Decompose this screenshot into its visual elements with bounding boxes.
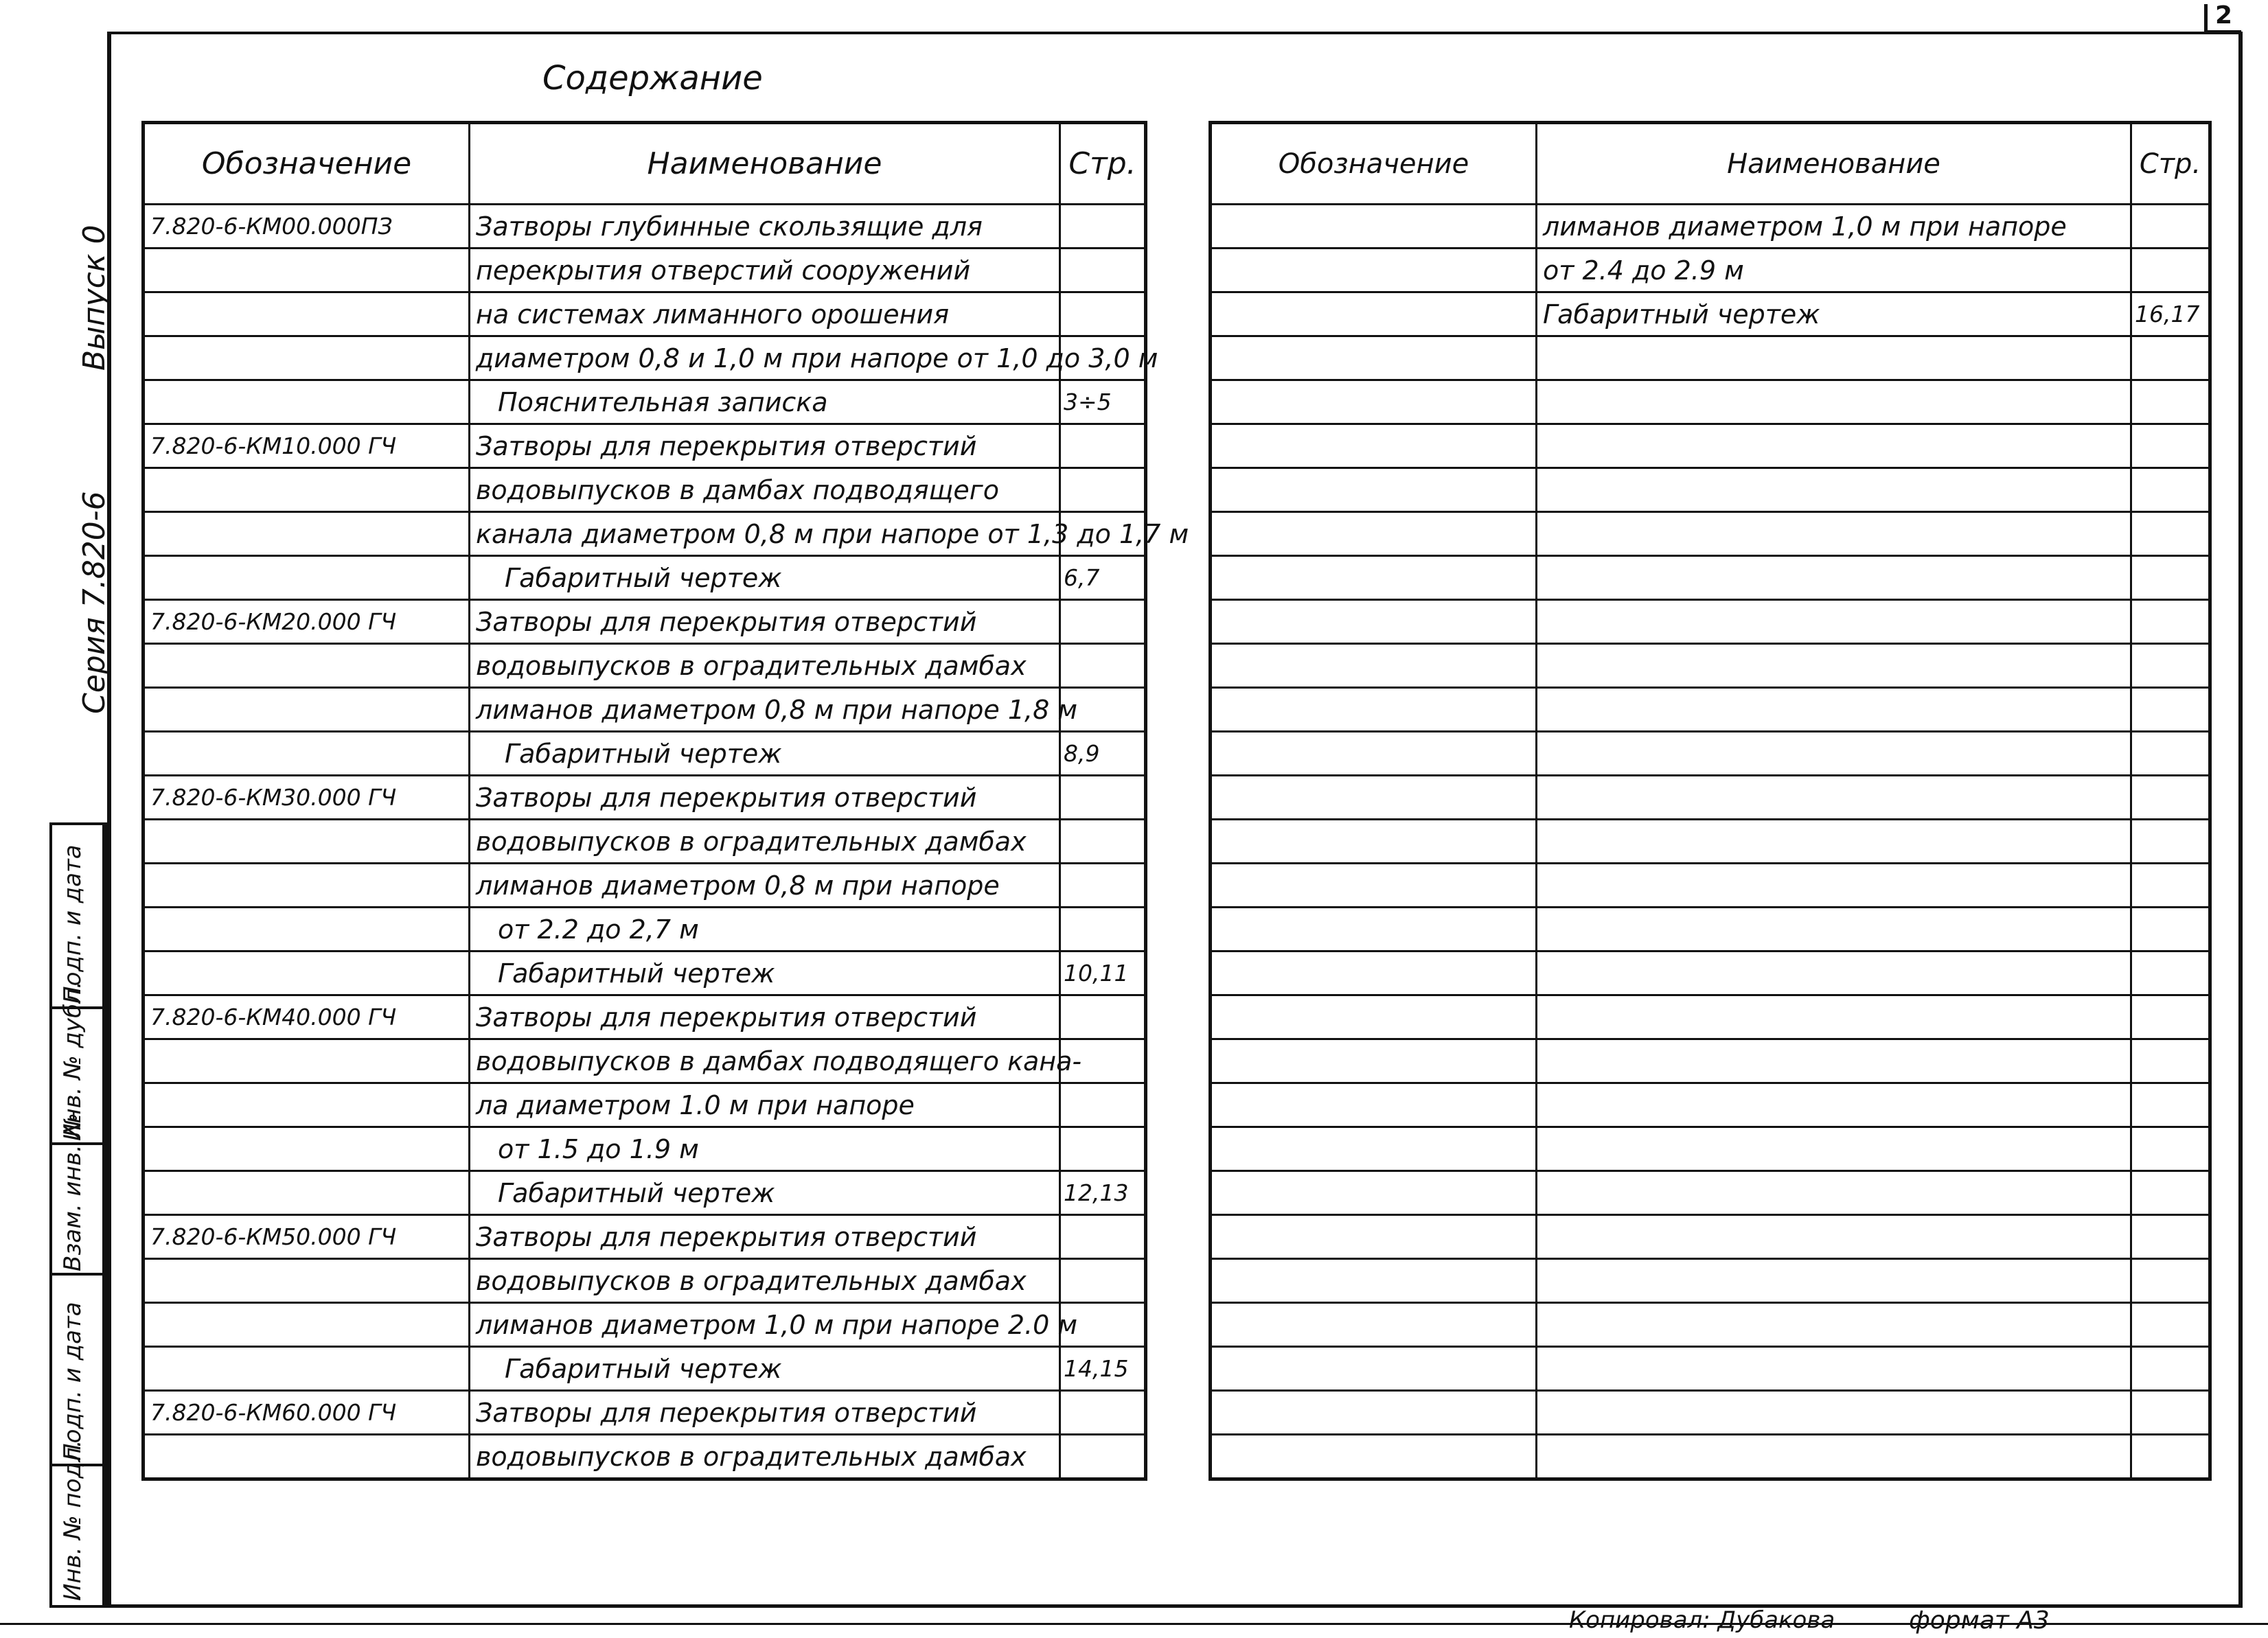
designation-cell (1211, 1391, 1537, 1435)
page-cell (2131, 1303, 2210, 1347)
page-cell (1060, 1083, 1146, 1127)
designation-cell (1211, 512, 1537, 556)
name-cell: Габаритный чертеж (470, 1347, 1060, 1391)
page-cell (2131, 1083, 2210, 1127)
page-cell (2131, 205, 2210, 249)
sheet-number: 2 (2215, 1, 2233, 30)
name-cell (1537, 1303, 2131, 1347)
table-row (1211, 688, 2210, 732)
designation-cell (144, 864, 470, 908)
stamp-cell-orig-inv (52, 1440, 104, 1605)
designation-cell (1211, 1039, 1537, 1083)
header-name: Наименование (470, 123, 1060, 205)
name-cell (1537, 512, 2131, 556)
page-cell: 6,7 (1060, 556, 1146, 600)
name-cell (1537, 424, 2131, 468)
designation-cell (1211, 776, 1537, 820)
designation-cell (144, 556, 470, 600)
table-row (1211, 1259, 2210, 1303)
page-cell: 3÷5 (1060, 380, 1146, 424)
table-row (144, 1347, 1146, 1391)
name-cell: от 2.2 до 2,7 м (470, 908, 1060, 951)
page-cell (2131, 1171, 2210, 1215)
name-cell: лиманов диаметром 0,8 м при напоре 1,8 м (470, 688, 1060, 732)
table-row (144, 951, 1146, 995)
table-row (144, 1127, 1146, 1171)
page-cell (1060, 600, 1146, 644)
designation-cell (144, 1435, 470, 1479)
table-row (1211, 1391, 2210, 1435)
page-cell (2131, 820, 2210, 864)
page-cell (2131, 249, 2210, 292)
designation-cell (144, 1083, 470, 1127)
page-cell (2131, 644, 2210, 688)
designation-cell (144, 688, 470, 732)
name-cell: водовыпусков в оградительных дамбах (470, 1435, 1060, 1479)
page-cell (1060, 249, 1146, 292)
issue-label: Выпуск 0 (77, 224, 112, 371)
header-name: Наименование (1537, 123, 2131, 205)
designation-cell (1211, 864, 1537, 908)
designation-cell (144, 1127, 470, 1171)
name-cell (1537, 1391, 2131, 1435)
designation-cell (144, 644, 470, 688)
page-cell (1060, 1435, 1146, 1479)
name-cell (1537, 600, 2131, 644)
table-row (1211, 1303, 2210, 1347)
designation-cell (1211, 600, 1537, 644)
contents-table-right (1209, 121, 2212, 1481)
name-cell: канала диаметром 0,8 м при напоре от 1,3 до 1,7 м (470, 512, 1060, 556)
name-cell: Затворы для перекрытия отверстий (470, 1215, 1060, 1259)
header-designation: Обозначение (144, 123, 470, 205)
page-cell (2131, 468, 2210, 512)
stamp-label: Взам. инв. № (59, 1113, 87, 1271)
table-row (144, 424, 1146, 468)
stamp-cell-sign-date-2 (52, 1276, 104, 1466)
designation-cell: 7.820-6-КМ10.000 ГЧ (144, 424, 470, 468)
page-cell (1060, 644, 1146, 688)
designation-cell (144, 380, 470, 424)
approval-stamp-column (49, 822, 107, 1608)
name-cell: Затворы для перекрытия отверстий (470, 424, 1060, 468)
page-cell (2131, 556, 2210, 600)
table-row (1211, 864, 2210, 908)
page-cell (2131, 1127, 2210, 1171)
table-row (144, 468, 1146, 512)
designation-cell (144, 820, 470, 864)
page-cell (1060, 424, 1146, 468)
page-cell (2131, 424, 2210, 468)
name-cell: Габаритный чертеж (470, 951, 1060, 995)
page-cell (2131, 336, 2210, 380)
header-page: Стр. (1060, 123, 1146, 205)
designation-cell (1211, 1435, 1537, 1479)
series-label: Серия 7.820-6 (77, 491, 112, 714)
table-row (1211, 512, 2210, 556)
name-cell: водовыпусков в дамбах подводящего (470, 468, 1060, 512)
table-row (1211, 1215, 2210, 1259)
designation-cell (144, 951, 470, 995)
page-cell (1060, 1391, 1146, 1435)
designation-cell: 7.820-6-КМ20.000 ГЧ (144, 600, 470, 644)
table-row (144, 600, 1146, 644)
name-cell: Затворы для перекрытия отверстий (470, 995, 1060, 1039)
table-row (1211, 556, 2210, 600)
name-cell (1537, 1215, 2131, 1259)
name-cell: водовыпусков в оградительных дамбах (470, 1259, 1060, 1303)
table-row (1211, 336, 2210, 380)
page-cell (2131, 1435, 2210, 1479)
page-cell (2131, 732, 2210, 776)
page-cell (1060, 776, 1146, 820)
table-row (144, 864, 1146, 908)
header-row (144, 123, 1146, 205)
designation-cell (1211, 1303, 1537, 1347)
table-row (1211, 644, 2210, 688)
table-row (144, 512, 1146, 556)
header-designation: Обозначение (1211, 123, 1537, 205)
page-cell (1060, 292, 1146, 336)
name-cell: от 2.4 до 2.9 м (1537, 249, 2131, 292)
table-row (1211, 820, 2210, 864)
page-cell (2131, 1259, 2210, 1303)
page-cell (2131, 1347, 2210, 1391)
name-cell (1537, 1127, 2131, 1171)
name-cell (1537, 380, 2131, 424)
designation-cell: 7.820-6-КМ60.000 ГЧ (144, 1391, 470, 1435)
page-cell (1060, 820, 1146, 864)
stamp-label: Инв. № дубл. (59, 981, 87, 1141)
table-row (1211, 995, 2210, 1039)
table-row (1211, 1127, 2210, 1171)
copied-by-note: Копировал: Дубакова (1569, 1606, 1835, 1634)
table-row (1211, 951, 2210, 995)
name-cell: Затворы для перекрытия отверстий (470, 1391, 1060, 1435)
name-cell: водовыпусков в оградительных дамбах (470, 820, 1060, 864)
stamp-cell-replace-inv (52, 1113, 104, 1276)
table-row (144, 732, 1146, 776)
designation-cell (144, 1039, 470, 1083)
designation-cell (1211, 951, 1537, 995)
name-cell: водовыпусков в дамбах подводящего кана- (470, 1039, 1060, 1083)
name-cell: Габаритный чертеж (470, 732, 1060, 776)
name-cell (1537, 468, 2131, 512)
table-row (144, 556, 1146, 600)
table-row (144, 1215, 1146, 1259)
name-cell (1537, 1435, 2131, 1479)
name-cell (1537, 1347, 2131, 1391)
table-row (1211, 249, 2210, 292)
designation-cell (1211, 1259, 1537, 1303)
page-cell (2131, 864, 2210, 908)
page-title: Содержание (542, 59, 763, 97)
table-row (1211, 468, 2210, 512)
designation-cell (144, 336, 470, 380)
table-row (144, 1435, 1146, 1479)
table-row (144, 644, 1146, 688)
table-row (1211, 292, 2210, 336)
name-cell: Габаритный чертеж (1537, 292, 2131, 336)
name-cell: Затворы для перекрытия отверстий (470, 776, 1060, 820)
page-cell (1060, 1259, 1146, 1303)
table-row (1211, 380, 2210, 424)
designation-cell (1211, 556, 1537, 600)
designation-cell (1211, 292, 1537, 336)
stamp-label: Подп. и дата (59, 1302, 87, 1461)
designation-cell: 7.820-6-КМ30.000 ГЧ (144, 776, 470, 820)
table-row (1211, 205, 2210, 249)
designation-cell (1211, 1347, 1537, 1391)
table-row (144, 380, 1146, 424)
page-cell (1060, 864, 1146, 908)
page-cell (1060, 1215, 1146, 1259)
page-cell: 10,11 (1060, 951, 1146, 995)
designation-cell (1211, 732, 1537, 776)
page-cell (1060, 908, 1146, 951)
designation-cell (144, 468, 470, 512)
designation-cell (144, 1303, 470, 1347)
designation-cell: 7.820-6-КМ50.000 ГЧ (144, 1215, 470, 1259)
table-row (144, 688, 1146, 732)
designation-cell (1211, 908, 1537, 951)
name-cell: Габаритный чертеж (470, 556, 1060, 600)
page-cell (2131, 951, 2210, 995)
table-row (1211, 1347, 2210, 1391)
designation-cell (1211, 424, 1537, 468)
page-cell (2131, 1391, 2210, 1435)
page-cell: 12,13 (1060, 1171, 1146, 1215)
designation-cell: 7.820-6-КМ40.000 ГЧ (144, 995, 470, 1039)
table-row (144, 1039, 1146, 1083)
format-note: формат А3 (1909, 1606, 2050, 1635)
page-cell (1060, 468, 1146, 512)
name-cell (1537, 688, 2131, 732)
name-cell: диаметром 0,8 и 1,0 м при напоре от 1,0 до 3,0 м (470, 336, 1060, 380)
name-cell (1537, 1259, 2131, 1303)
name-cell (1537, 1039, 2131, 1083)
designation-cell (1211, 205, 1537, 249)
table-row (1211, 1171, 2210, 1215)
name-cell (1537, 644, 2131, 688)
page-cell (2131, 776, 2210, 820)
page-cell (2131, 512, 2210, 556)
name-cell (1537, 995, 2131, 1039)
table-row (144, 205, 1146, 249)
table-row (144, 908, 1146, 951)
page-cell (2131, 380, 2210, 424)
designation-cell (1211, 1127, 1537, 1171)
designation-cell (1211, 380, 1537, 424)
table-row (144, 249, 1146, 292)
table-row (144, 1171, 1146, 1215)
name-cell (1537, 556, 2131, 600)
table-row (1211, 600, 2210, 644)
designation-cell (1211, 1171, 1537, 1215)
name-cell (1537, 908, 2131, 951)
page-cell: 14,15 (1060, 1347, 1146, 1391)
designation-cell (1211, 820, 1537, 864)
page-cell (2131, 995, 2210, 1039)
page-cell (1060, 995, 1146, 1039)
name-cell: от 1.5 до 1.9 м (470, 1127, 1060, 1171)
table-row (1211, 908, 2210, 951)
name-cell (1537, 820, 2131, 864)
table-row (144, 776, 1146, 820)
name-cell (1537, 776, 2131, 820)
name-cell (1537, 1171, 2131, 1215)
designation-cell (1211, 336, 1537, 380)
name-cell: лиманов диаметром 0,8 м при напоре (470, 864, 1060, 908)
designation-cell (144, 249, 470, 292)
name-cell: лиманов диаметром 1,0 м при напоре (1537, 205, 2131, 249)
table-row (1211, 1435, 2210, 1479)
table-row (144, 1259, 1146, 1303)
page-cell (1060, 1127, 1146, 1171)
name-cell: ла диаметром 1.0 м при напоре (470, 1083, 1060, 1127)
page-cell: 16,17 (2131, 292, 2210, 336)
name-cell: Габаритный чертеж (470, 1171, 1060, 1215)
designation-cell (1211, 688, 1537, 732)
table-row (1211, 1039, 2210, 1083)
page-cell (2131, 600, 2210, 644)
designation-cell (144, 1347, 470, 1391)
stamp-label: Подп. и дата (59, 844, 87, 1004)
page-cell (2131, 1039, 2210, 1083)
table-row (1211, 776, 2210, 820)
page-cell (1060, 205, 1146, 249)
designation-cell (144, 292, 470, 336)
table-row (144, 995, 1146, 1039)
designation-cell (144, 1259, 470, 1303)
name-cell: перекрытия отверстий сооружений (470, 249, 1060, 292)
designation-cell (144, 908, 470, 951)
name-cell (1537, 732, 2131, 776)
name-cell (1537, 336, 2131, 380)
name-cell: Пояснительная записка (470, 380, 1060, 424)
contents-table-left (141, 121, 1189, 1481)
table-row (1211, 424, 2210, 468)
name-cell: Затворы глубинные скользящие для (470, 205, 1060, 249)
table-row (144, 336, 1146, 380)
designation-cell (144, 1171, 470, 1215)
name-cell (1537, 1083, 2131, 1127)
designation-cell (1211, 1083, 1537, 1127)
table-row (1211, 732, 2210, 776)
table-row (1211, 1083, 2210, 1127)
name-cell: Затворы для перекрытия отверстий (470, 600, 1060, 644)
designation-cell (1211, 644, 1537, 688)
page-cell (2131, 908, 2210, 951)
table-row (144, 292, 1146, 336)
header-page: Стр. (2131, 123, 2210, 205)
table-row (144, 1083, 1146, 1127)
name-cell: лиманов диаметром 1,0 м при напоре 2.0 м (470, 1303, 1060, 1347)
name-cell (1537, 864, 2131, 908)
name-cell: водовыпусков в оградительных дамбах (470, 644, 1060, 688)
designation-cell (144, 732, 470, 776)
page-cell (2131, 688, 2210, 732)
designation-cell (1211, 249, 1537, 292)
page-cell (2131, 1215, 2210, 1259)
designation-cell (1211, 1215, 1537, 1259)
name-cell: на системах лиманного орошения (470, 292, 1060, 336)
header-row (1211, 123, 2210, 205)
designation-cell (1211, 468, 1537, 512)
stamp-label: Инв. № подл. (59, 1440, 87, 1601)
designation-cell (1211, 995, 1537, 1039)
designation-cell: 7.820-6-КМ00.000ПЗ (144, 205, 470, 249)
designation-cell (144, 512, 470, 556)
table-row (144, 1303, 1146, 1347)
table-row (144, 1391, 1146, 1435)
name-cell (1537, 951, 2131, 995)
page-cell: 8,9 (1060, 732, 1146, 776)
table-row (144, 820, 1146, 864)
